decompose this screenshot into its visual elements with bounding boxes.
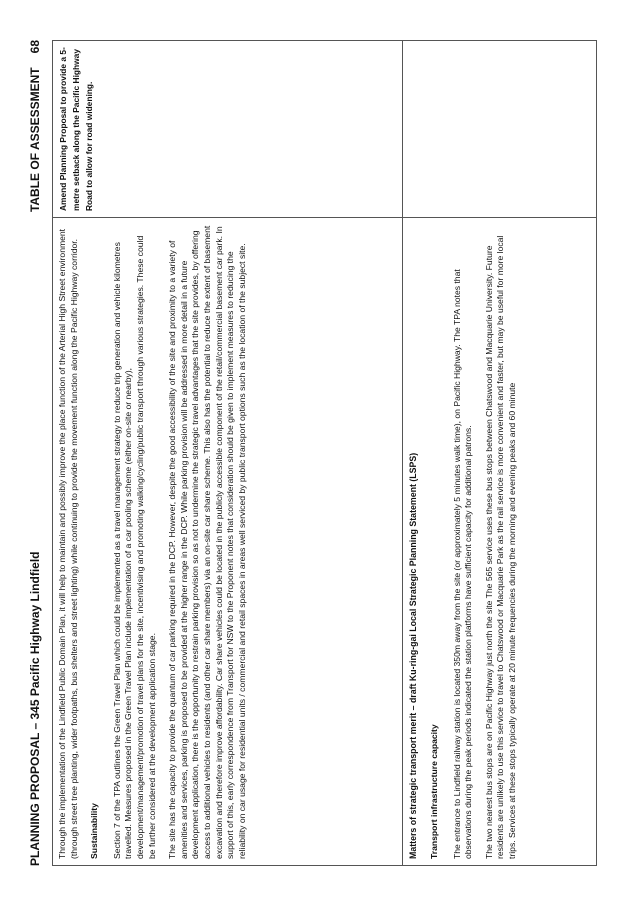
heading-transport-capacity: Transport infrastructure capacity [429, 724, 439, 859]
table-row [53, 41, 403, 865]
paragraph-car-parking: The site has the capacity to provide the quantum of car parking required in the DCP. However, despite the good accessibility of the site and proximity to a variety of amenities and services, parking is proposed to be provided at the higher range in the DCP. While parking provision will be addressed in more detail in a future development application, there is the opportunity to restrain parking provision so as not to undermine the strategic travel advantages that the site provides, by offering access to additional vehicles to residents (and other car share members) via an on-site car share scheme. This also has the potential to reduce the extent of basement excavation and therefore improve affordability. Car share vehicles could be located in the publicly accessible component of the retail/commercial basement car park. In support of this, early correspondence from Transport for NSW to the Proponent notes that consideration should be given to implement measures to reducing the reliability on car usage for residential units / commercial and retail spaces in areas well serviced by public transport options such as the location of the subject site. [167, 225, 247, 859]
assessment-cell [403, 217, 596, 865]
document-title: PLANNING PROPOSAL – 345 Pacific Highway Lindfield [28, 551, 42, 866]
assessment-table [52, 40, 597, 866]
action-text: Amend Planning Proposal to provide a 5-metre setback along the Pacific Highway Road to allow for road widening. [58, 47, 94, 211]
paragraph-green-travel-plan: Section 7 of the TPA outlines the Green Travel Plan which could be implemented as a travel management strategy to reduce trip generation and vehicle kilometres travelled. Measures proposed in the Green Travel Plan include implementation of a car pooling scheme (either on-site or nearby), development/management/promotion of travel plans for the site, incentivising and promoting walking/cycling/public transport through various strategies. These could be further considered at the development application stage. [111, 235, 157, 859]
paragraph-public-domain: Through the implementation of the Lindfield Public Domain Plan, it will help to maintain and possibly improve the place function of the Arterial High Street environment (through street tree planting, wider footpaths, bus shelters and street lighting) while continuing to provide the movement function along the Pacific Highway corridor. [57, 228, 79, 859]
paragraph-railway-station: The entrance to Lindfield railway station is located 350m away from the site (or approximately 5 minutes walk time), on Pacific Highway. The TPA notes that observations during the peak periods indicated the station platforms have sufficient capacity for additional patrons. [451, 269, 474, 859]
heading-strategic-transport-merit: Matters of strategic transport merit – draft Ku-ring-gai Local Strategic Planning Statement (LSPS) [408, 452, 418, 859]
paragraph-bus-stops: The two nearest bus stops are on Pacific Highway just north the site The 565 service uses these bus stops between Chatswood and Macquarie University. Future residents are unlikely to use this service to travel to Chatswood or Macquarie Park as the rail service is more convenient and faster, but may be useful for more local trips. Services at these stops typically operate at 20 minute frequencies during the morning and evening peaks and 60 minute [483, 235, 517, 859]
heading-sustainability: Sustainability [89, 803, 100, 859]
section-title: TABLE OF ASSESSMENT [28, 67, 42, 213]
table-row [403, 41, 596, 865]
action-cell [53, 41, 402, 217]
assessment-cell [53, 217, 402, 865]
page-header-right [28, 40, 42, 212]
action-cell-empty [403, 41, 596, 217]
page-number: 68 [28, 40, 42, 54]
